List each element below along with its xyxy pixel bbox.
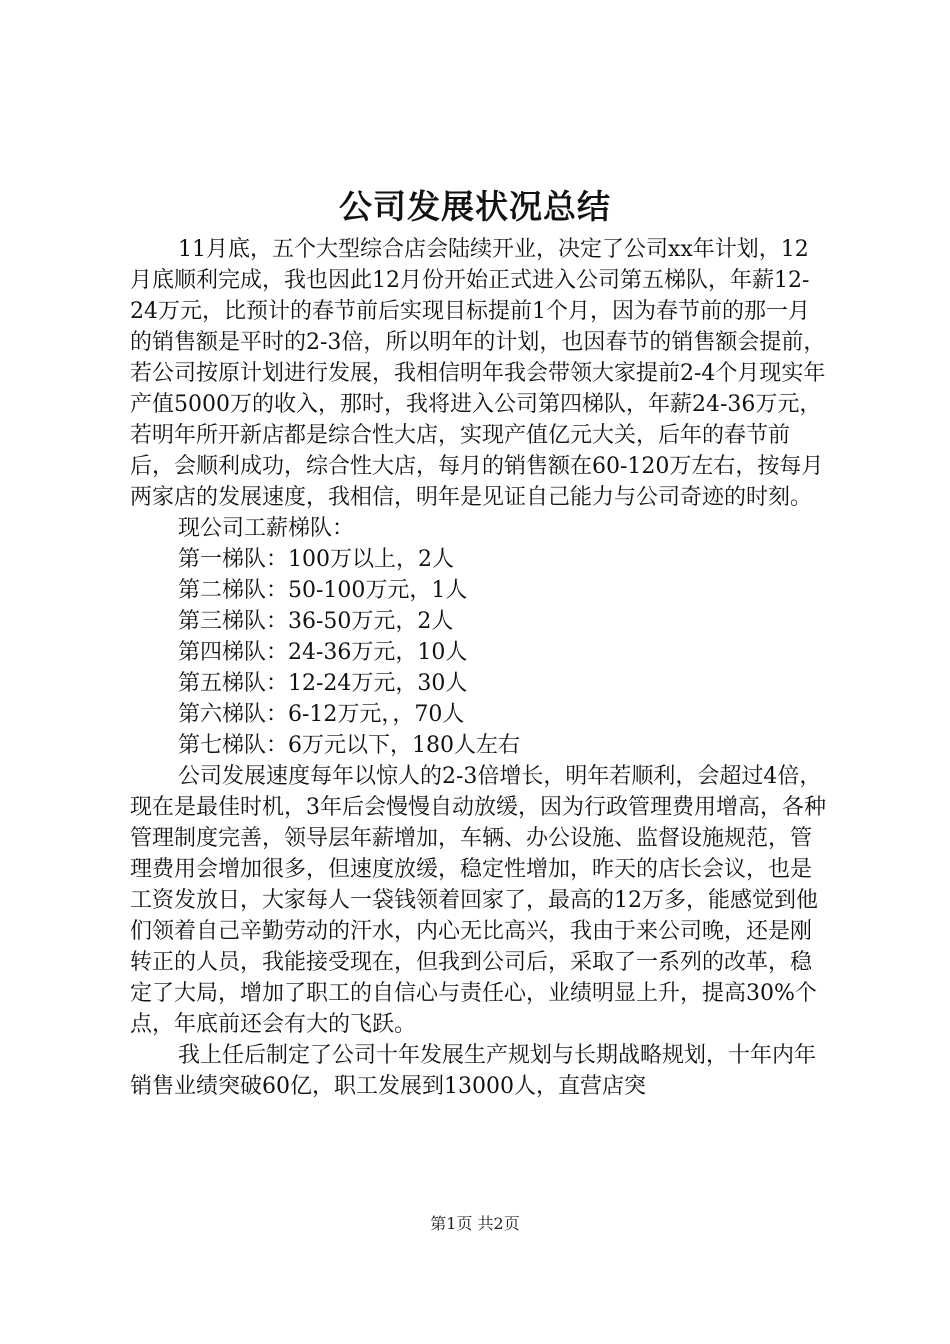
tiers-heading: 现公司工薪梯队： — [178, 516, 355, 541]
document-body — [130, 234, 830, 1102]
tier-item-7: 第七梯队：6万元以下，180人左右 — [178, 733, 520, 758]
paragraph-plan: 我上任后制定了公司十年发展生产规划与长期战略规划，十年内年销售业绩突破60亿，职工发展到13000人，直营店突 — [130, 1043, 817, 1099]
paragraph-intro: 11月底，五个大型综合店会陆续开业，决定了公司xx年计划，12月底顺利完成，我也因此12月份开始正式进入公司第五梯队，年薪12-24万元，比预计的春节前后实现目标提前1个月，因为春节前的那一月的销售额是平时的2-3倍，所以明年的计划，也因春节的销售额会提前，若公司按原计划进行发展，我相信明年我会带领大家提前2-4个月现实年产值5000万的收入，那时，我将进入公司第四梯队，年薪24-36万元，若明年所开新店都是综合性大店，实现产值亿元大关，后年的春节前后，会顺利成功，综合性大店，每月的销售额在60-120万左右，按每月两家店的发展速度，我相信，明年是见证自己能力与公司奇迹的时刻。 — [130, 237, 826, 510]
tier-item-5: 第五梯队：12-24万元，30人 — [178, 671, 468, 696]
document-title: 公司发展状况总结 — [339, 187, 611, 226]
paragraph-growth: 公司发展速度每年以惊人的2-3倍增长，明年若顺利，会超过4倍，现在是最佳时机，3年后会慢慢自动放缓，因为行政管理费用增高，各种管理制度完善，领导层年薪增加，车辆、办公设施、监督设施规范，管理费用会增加很多，但速度放缓，稳定性增加，昨天的店长会议，也是工资发放日，大家每人一袋钱领着回家了，最高的12万多，能感觉到他们领着自己辛勤劳动的汗水，内心无比高兴，我由于来公司晚，还是刚转正的人员，我能接受现在，但我到公司后，采取了一系列的改革，稳定了大局，增加了职工的自信心与责任心，业绩明显上升，提高30%个点，年底前还会有大的飞跃。 — [130, 764, 826, 1037]
page-footer: 第1页 共2页 — [430, 1214, 520, 1233]
tier-item-2: 第二梯队：50-100万元，1人 — [178, 578, 468, 603]
tier-item-4: 第四梯队：24-36万元，10人 — [178, 640, 468, 665]
tier-item-3: 第三梯队：36-50万元，2人 — [178, 609, 454, 634]
tier-item-1: 第一梯队：100万以上，2人 — [178, 547, 454, 572]
tier-item-6: 第六梯队：6-12万元，，70人 — [178, 702, 465, 727]
